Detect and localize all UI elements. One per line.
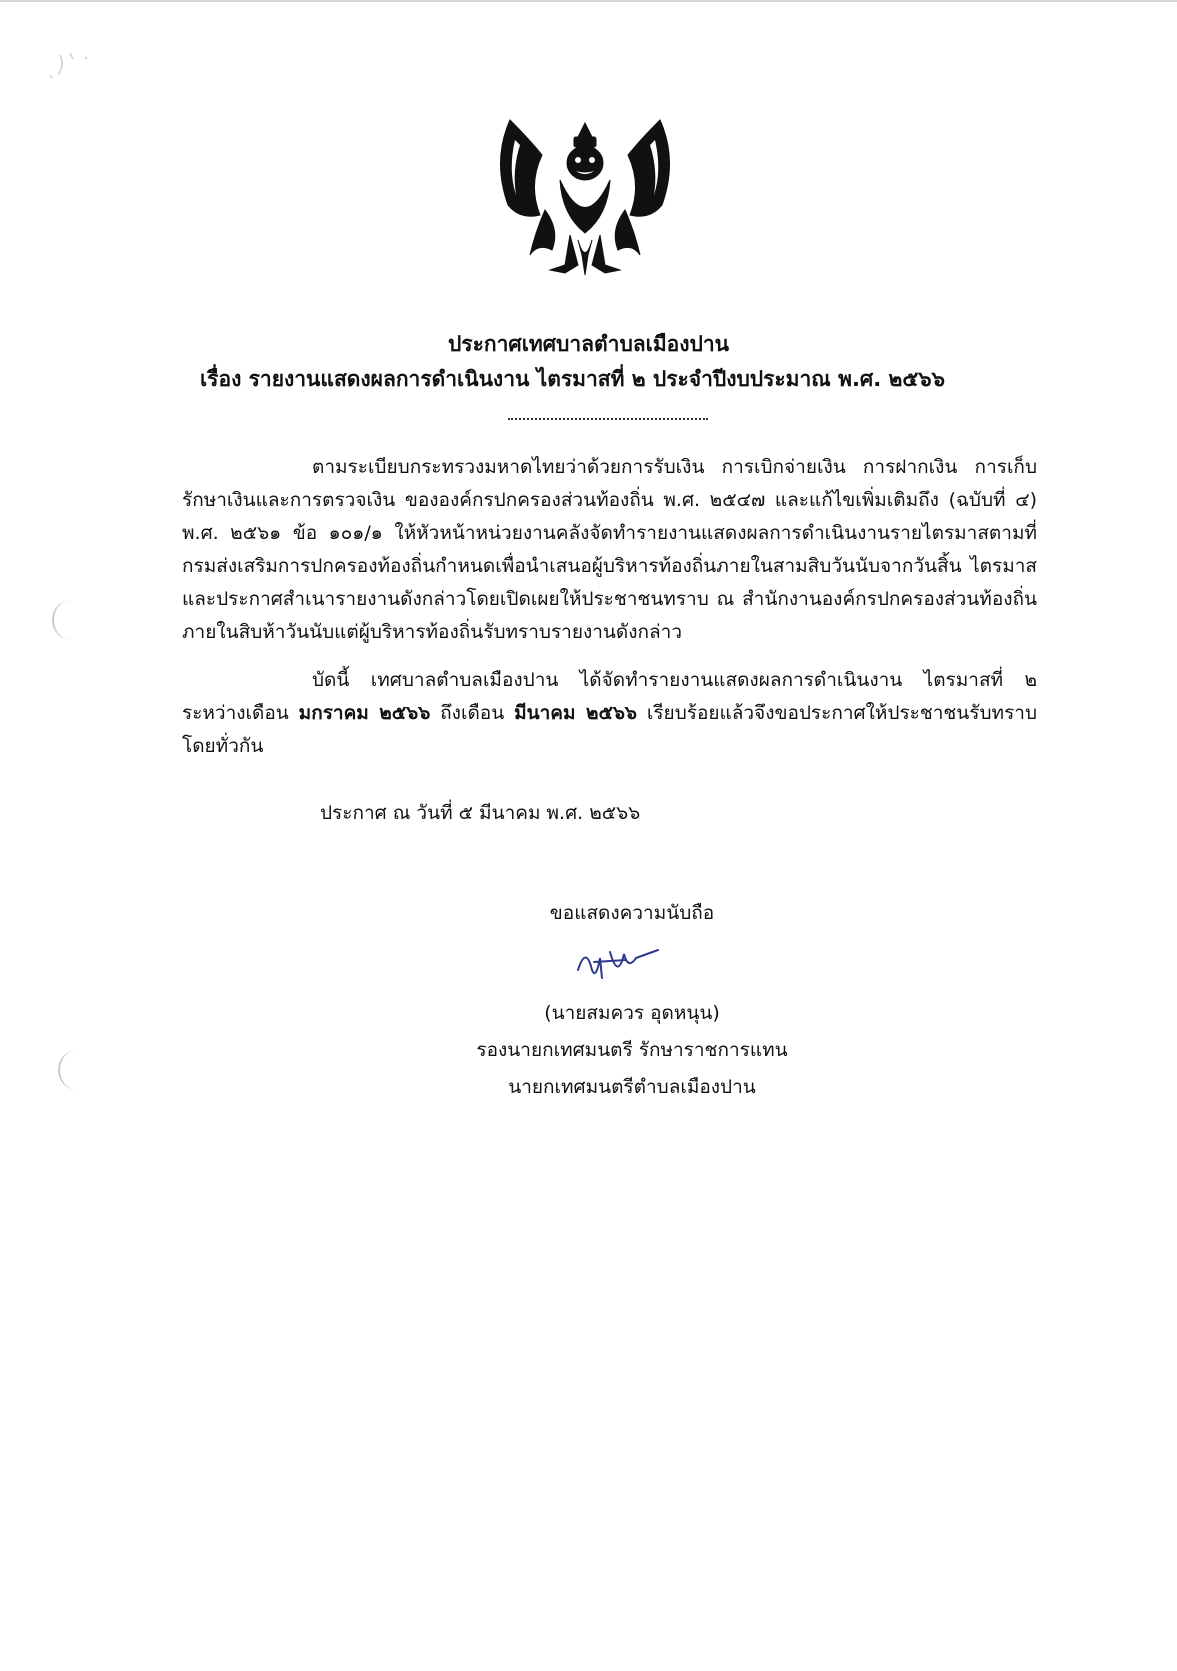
paragraph-2-text-c: เรียบร้อยแล้วจึงขอประกาศให้ประชาชนรับทราบโดยทั่วกัน [182, 702, 1038, 757]
signer-position-line-2: นายกเทศมนตรีตำบลเมืองปาน [508, 1076, 756, 1098]
body-paragraph-2 [182, 664, 1037, 763]
paragraph-2-text-b: ถึงเดือน [430, 702, 515, 724]
paragraph-2-text-a: บัดนี้ เทศบาลตำบลเมืองปาน ได้จัดทำรายงานแสดงผลการดำเนินงาน ไตรมาสที่ ๒ ระหว่างเดือน [182, 669, 1037, 724]
signer-position-line-1: รองนายกเทศมนตรี รักษาราชการแทน [476, 1039, 788, 1061]
start-month: มกราคม ๒๕๖๖ [298, 702, 431, 724]
signer-name: (นายสมควร อุดหนุน) [544, 1002, 720, 1024]
dotted-divider [508, 418, 708, 420]
punch-hole-mark [58, 1050, 96, 1090]
body-paragraph-1: ตามระเบียบกระทรวงมหาดไทยว่าด้วยการรับเงิน การเบิกจ่ายเงิน การฝากเงิน การเก็บรักษาเงินและการตรวจเงิน ขององค์กรปกครองส่วนท้องถิ่น พ.ศ. ๒๕๔๗ และแก้ไขเพิ่มเติมถึง (ฉบับที่ ๔) พ.ศ. ๒๕๖๑ ข้อ ๑๐๑/๑ ให้หัวหน้าหน่วยงานคลังจัดทำรายงานแสดงผลการดำเนินงานรายไตรมาสตามที่กรมส่งเสริมการปกครองท้องถิ่นกำหนดเพื่อนำเสนอผู้บริหารท้องถิ่นภายในสามสิบวันนับจากวันสิ้น ไตรมาส และประกาศสำเนารายงานดังกล่าวโดยเปิดเผยให้ประชาชนทราบ ณ สำนักงานองค์กรปกครองส่วนท้องถิ่นภายในสิบห้าวันนับแต่ผู้บริหารท้องถิ่นรับทราบรายงานดังกล่าว [182, 456, 1037, 643]
scan-edge [0, 0, 1177, 2]
document-subject: เรื่อง รายงานแสดงผลการดำเนินงาน ไตรมาสที่ ๒ ประจำปีงบประมาณ พ.ศ. ๒๕๖๖ [200, 367, 945, 391]
scan-speck-mark [30, 45, 110, 95]
end-month: มีนาคม ๒๕๖๖ [514, 702, 637, 724]
document-title: ประกาศเทศบาลตำบลเมืองปาน [447, 332, 730, 356]
announcement-date: ประกาศ ณ วันที่ ๕ มีนาคม พ.ศ. ๒๕๖๖ [320, 802, 641, 824]
punch-hole-mark [52, 600, 90, 640]
garuda-emblem-icon [490, 115, 680, 280]
handwritten-signature-icon [566, 940, 666, 988]
closing-phrase: ขอแสดงความนับถือ [549, 902, 715, 924]
